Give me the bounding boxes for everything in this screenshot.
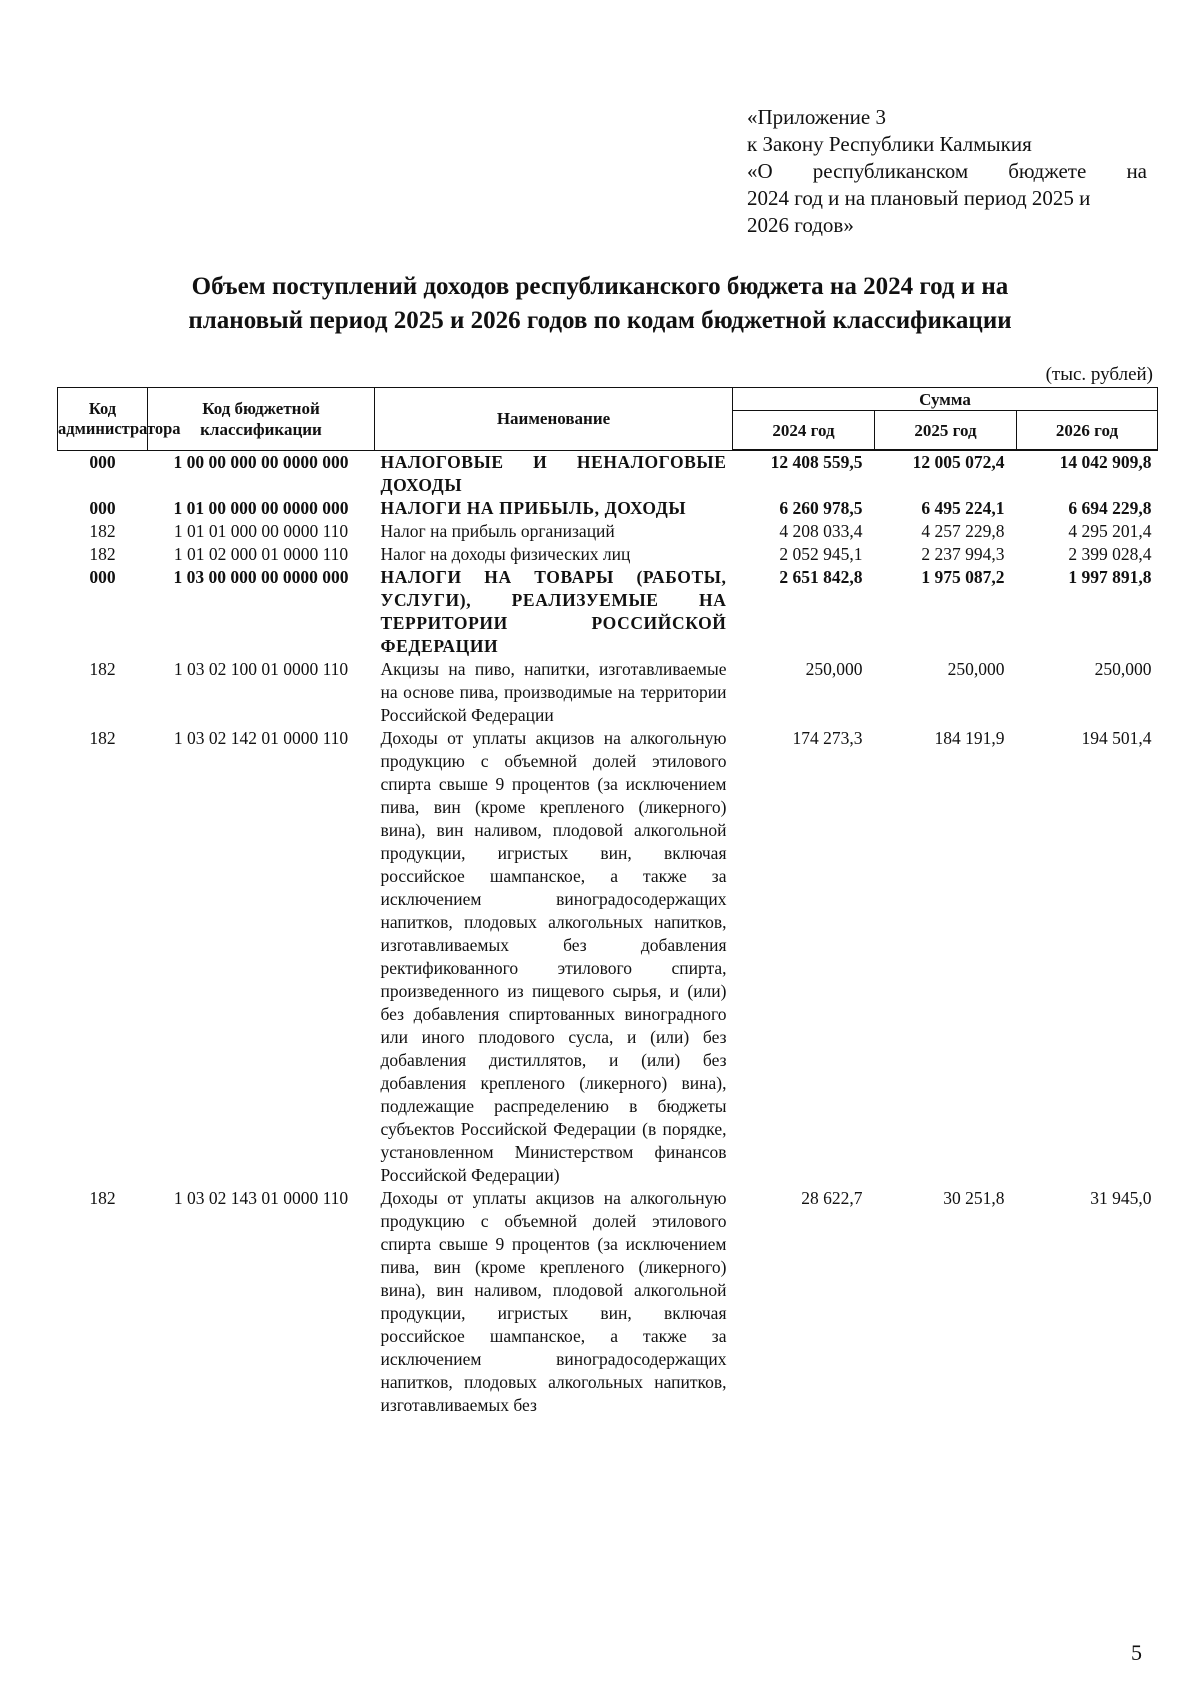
appendix-header-line: 2026 годов»: [747, 213, 854, 237]
table-row: [58, 658, 1158, 727]
cell-amount-2026: 6 694 229,8: [1068, 497, 1152, 518]
cell-kbk-code: 1 03 02 100 01 0000 110: [173, 658, 349, 679]
cell-kbk-code: 1 03 02 142 01 0000 110: [173, 727, 349, 748]
cell-name: Доходы от уплаты акцизов на алкогольную продукцию с объемной долей этилового спирта свыше 9 процентов (за исключением пива, вин (кроме крепленого (ликерного) вина), вин наливом, плодовой алкогольной продукции, игристых вин, включая российское шампанское, а также за исключением виноградосодержащих напитков, плодовых алкогольных напитков, изготавливаемых без добавления ректификованного этилового спирта, произведенного из пищевого сырья, и (или) без добавления спиртованных виноградного или иного плодового сусла, и (или) без добавления дистиллятов, и (или) без добавления крепленого (ликерного) вина), подлежащие распределению в бюджеты субъектов Российской Федерации (в порядке, установленном Министерством финансов Российской Федерации): [380, 727, 727, 1185]
cell-amount-2024: 2 651 842,8: [779, 566, 863, 587]
table-row: [58, 1187, 1158, 1417]
cell-amount-2024: 250,000: [805, 658, 863, 679]
column-header-name: Наименование: [375, 388, 733, 451]
table-row: [58, 566, 1158, 658]
cell-amount-2026: 1 997 891,8: [1068, 566, 1152, 587]
cell-amount-2024: 6 260 978,5: [779, 497, 863, 518]
table-header-row: [58, 388, 1158, 411]
cell-amount-2025: 30 251,8: [943, 1187, 1005, 1208]
column-header-2025: 2025 год: [875, 411, 1017, 451]
cell-admin-code: 000: [89, 566, 116, 587]
cell-kbk-code: 1 00 00 000 00 0000 000: [173, 451, 349, 472]
table-row: [58, 497, 1158, 520]
cell-amount-2025: 184 191,9: [934, 727, 1005, 748]
cell-kbk-code: 1 01 02 000 01 0000 110: [173, 543, 349, 564]
column-header-kbk: Код бюджетной классификации: [148, 388, 375, 451]
cell-admin-code: 182: [89, 543, 116, 564]
cell-amount-2026: 14 042 909,8: [1059, 452, 1152, 472]
cell-amount-2024: 4 208 033,4: [779, 520, 863, 541]
cell-admin-code: 182: [89, 1187, 116, 1208]
cell-amount-2025: 12 005 072,4: [912, 452, 1005, 472]
cell-amount-2026: 2 399 028,4: [1068, 543, 1152, 564]
cell-admin-code: 182: [89, 727, 116, 748]
cell-amount-2025: 6 495 224,1: [921, 497, 1005, 518]
column-header-sum: Сумма: [733, 388, 1158, 411]
budget-revenue-table: [57, 387, 1158, 1417]
cell-amount-2026: 194 501,4: [1081, 727, 1152, 748]
cell-kbk-code: 1 01 01 000 00 0000 110: [173, 520, 349, 541]
cell-amount-2025: 2 237 994,3: [921, 543, 1005, 564]
cell-name: Доходы от уплаты акцизов на алкогольную продукцию с объемной долей этилового спирта свыше 9 процентов (за исключением пива, вин (кроме крепленого (ликерного) вина), вин наливом, плодовой алкогольной продукции, игристых вин, включая российское шампанское, а также за исключением виноградосодержащих напитков, плодовых алкогольных напитков, изготавливаемых без: [380, 1187, 727, 1415]
cell-kbk-code: 1 01 00 000 00 0000 000: [173, 497, 349, 518]
units-label: (тыс. рублей): [1045, 364, 1153, 385]
cell-admin-code: 000: [89, 451, 116, 472]
table-row: [58, 450, 1158, 497]
table-row: [58, 727, 1158, 1187]
table-row: [58, 520, 1158, 543]
table-row: [58, 543, 1158, 566]
cell-amount-2025: 1 975 087,2: [921, 566, 1005, 587]
cell-amount-2024: 28 622,7: [801, 1187, 863, 1208]
cell-amount-2026: 31 945,0: [1090, 1187, 1152, 1208]
column-header-admin: Код администратора: [58, 388, 148, 451]
page-number: 5: [1131, 1640, 1142, 1665]
cell-name: НАЛОГИ НА ТОВАРЫ (РАБОТЫ, УСЛУГИ), РЕАЛИЗУЕМЫЕ НА ТЕРРИТОРИИ РОССИЙСКОЙ ФЕДЕРАЦИИ: [380, 566, 727, 656]
cell-name: НАЛОГИ НА ПРИБЫЛЬ, ДОХОДЫ: [380, 497, 687, 518]
appendix-header-line: «Приложение 3: [747, 105, 886, 129]
appendix-header: [747, 104, 1147, 239]
document-title: [80, 270, 1120, 338]
appendix-header-line: «О республиканском бюджете на: [747, 159, 1147, 183]
cell-amount-2025: 250,000: [947, 658, 1005, 679]
document-title-line: Объем поступлений доходов республиканского бюджета на 2024 год и на: [191, 273, 1009, 300]
cell-amount-2024: 12 408 559,5: [770, 452, 863, 472]
column-header-2024: 2024 год: [733, 411, 875, 451]
cell-name: Акцизы на пиво, напитки, изготавливаемые на основе пива, производимые на территории Российской Федерации: [380, 658, 727, 725]
cell-kbk-code: 1 03 00 000 00 0000 000: [173, 566, 349, 587]
appendix-header-line: к Закону Республики Калмыкия: [747, 132, 1032, 156]
cell-admin-code: 000: [89, 497, 116, 518]
cell-name: НАЛОГОВЫЕ И НЕНАЛОГОВЫЕ ДОХОДЫ: [380, 451, 727, 495]
cell-amount-2026: 4 295 201,4: [1068, 520, 1152, 541]
cell-admin-code: 182: [89, 658, 116, 679]
appendix-header-line: 2024 год и на плановый период 2025 и: [747, 186, 1091, 210]
cell-kbk-code: 1 03 02 143 01 0000 110: [173, 1187, 349, 1208]
cell-name: Налог на доходы физических лиц: [380, 543, 631, 564]
cell-amount-2025: 4 257 229,8: [921, 520, 1005, 541]
cell-admin-code: 182: [89, 520, 116, 541]
cell-amount-2024: 2 052 945,1: [779, 543, 863, 564]
column-header-2026: 2026 год: [1017, 411, 1158, 451]
cell-amount-2024: 174 273,3: [792, 727, 863, 748]
cell-amount-2026: 250,000: [1094, 658, 1152, 679]
cell-name: Налог на прибыль организаций: [380, 520, 615, 541]
document-title-line: плановый период 2025 и 2026 годов по кодам бюджетной классификации: [188, 307, 1012, 334]
